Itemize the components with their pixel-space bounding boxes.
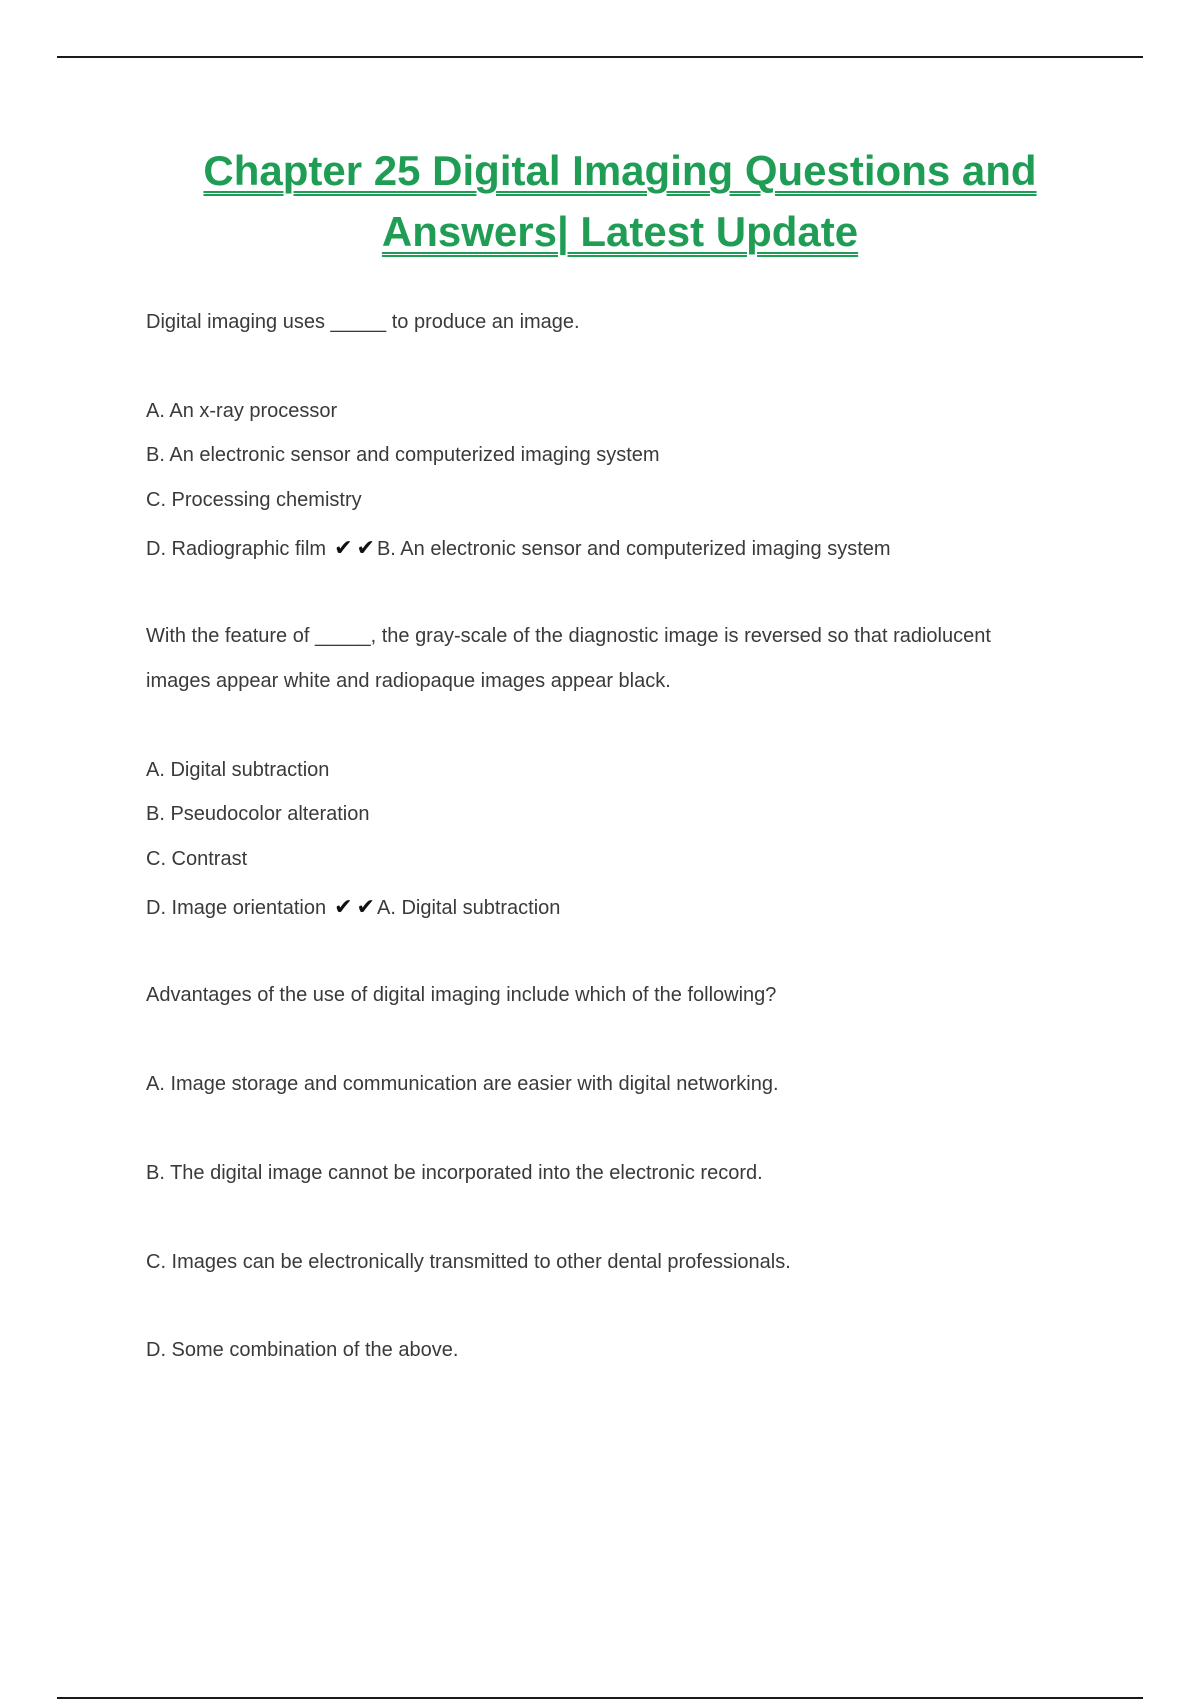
q2-option-a: A. Digital subtraction	[146, 759, 330, 781]
q2-question-line-2: images appear white and radiopaque images appear black.	[146, 670, 671, 692]
check-icon: ✔	[356, 535, 375, 560]
q3-option-a: A. Image storage and communication are easier with digital networking.	[146, 1073, 779, 1095]
q1-answer: B. An electronic sensor and computerized imaging system	[376, 538, 891, 560]
check-icon: ✔	[334, 894, 353, 919]
q2-option-b: B. Pseudocolor alteration	[146, 803, 370, 825]
q3-option-d: D. Some combination of the above.	[146, 1339, 459, 1361]
q1-option-d: D. Radiographic film	[146, 538, 327, 560]
q1-option-a: A. An x-ray processor	[146, 400, 338, 422]
title-line-1: Chapter 25 Digital Imaging Questions and	[203, 147, 1037, 194]
q3-option-b: B. The digital image cannot be incorporated into the electronic record.	[146, 1162, 763, 1184]
q2-option-c: C. Contrast	[146, 848, 248, 870]
document-title	[0, 140, 1200, 262]
footer-rule	[57, 1697, 1143, 1699]
q3-option-c: C. Images can be electronically transmitted to other dental professionals.	[146, 1251, 791, 1273]
q3-question: Advantages of the use of digital imaging include which of the following?	[146, 984, 777, 1006]
q1-option-b: B. An electronic sensor and computerized imaging system	[146, 444, 660, 466]
q2-option-d: D. Image orientation	[146, 897, 327, 919]
q2-question-line-1: With the feature of _____, the gray-scale of the diagnostic image is reversed so that radiolucent	[146, 625, 991, 647]
q2-option-d-row	[146, 894, 560, 921]
q2-answer: A. Digital subtraction	[376, 897, 561, 919]
check-icon: ✔	[356, 894, 375, 919]
q1-option-c: C. Processing chemistry	[146, 489, 362, 511]
title-line-2: Answers| Latest Update	[381, 208, 859, 255]
header-rule	[57, 56, 1143, 58]
q1-option-d-row	[146, 535, 891, 562]
q1-question: Digital imaging uses _____ to produce an image.	[146, 311, 580, 333]
check-icon: ✔	[334, 535, 353, 560]
